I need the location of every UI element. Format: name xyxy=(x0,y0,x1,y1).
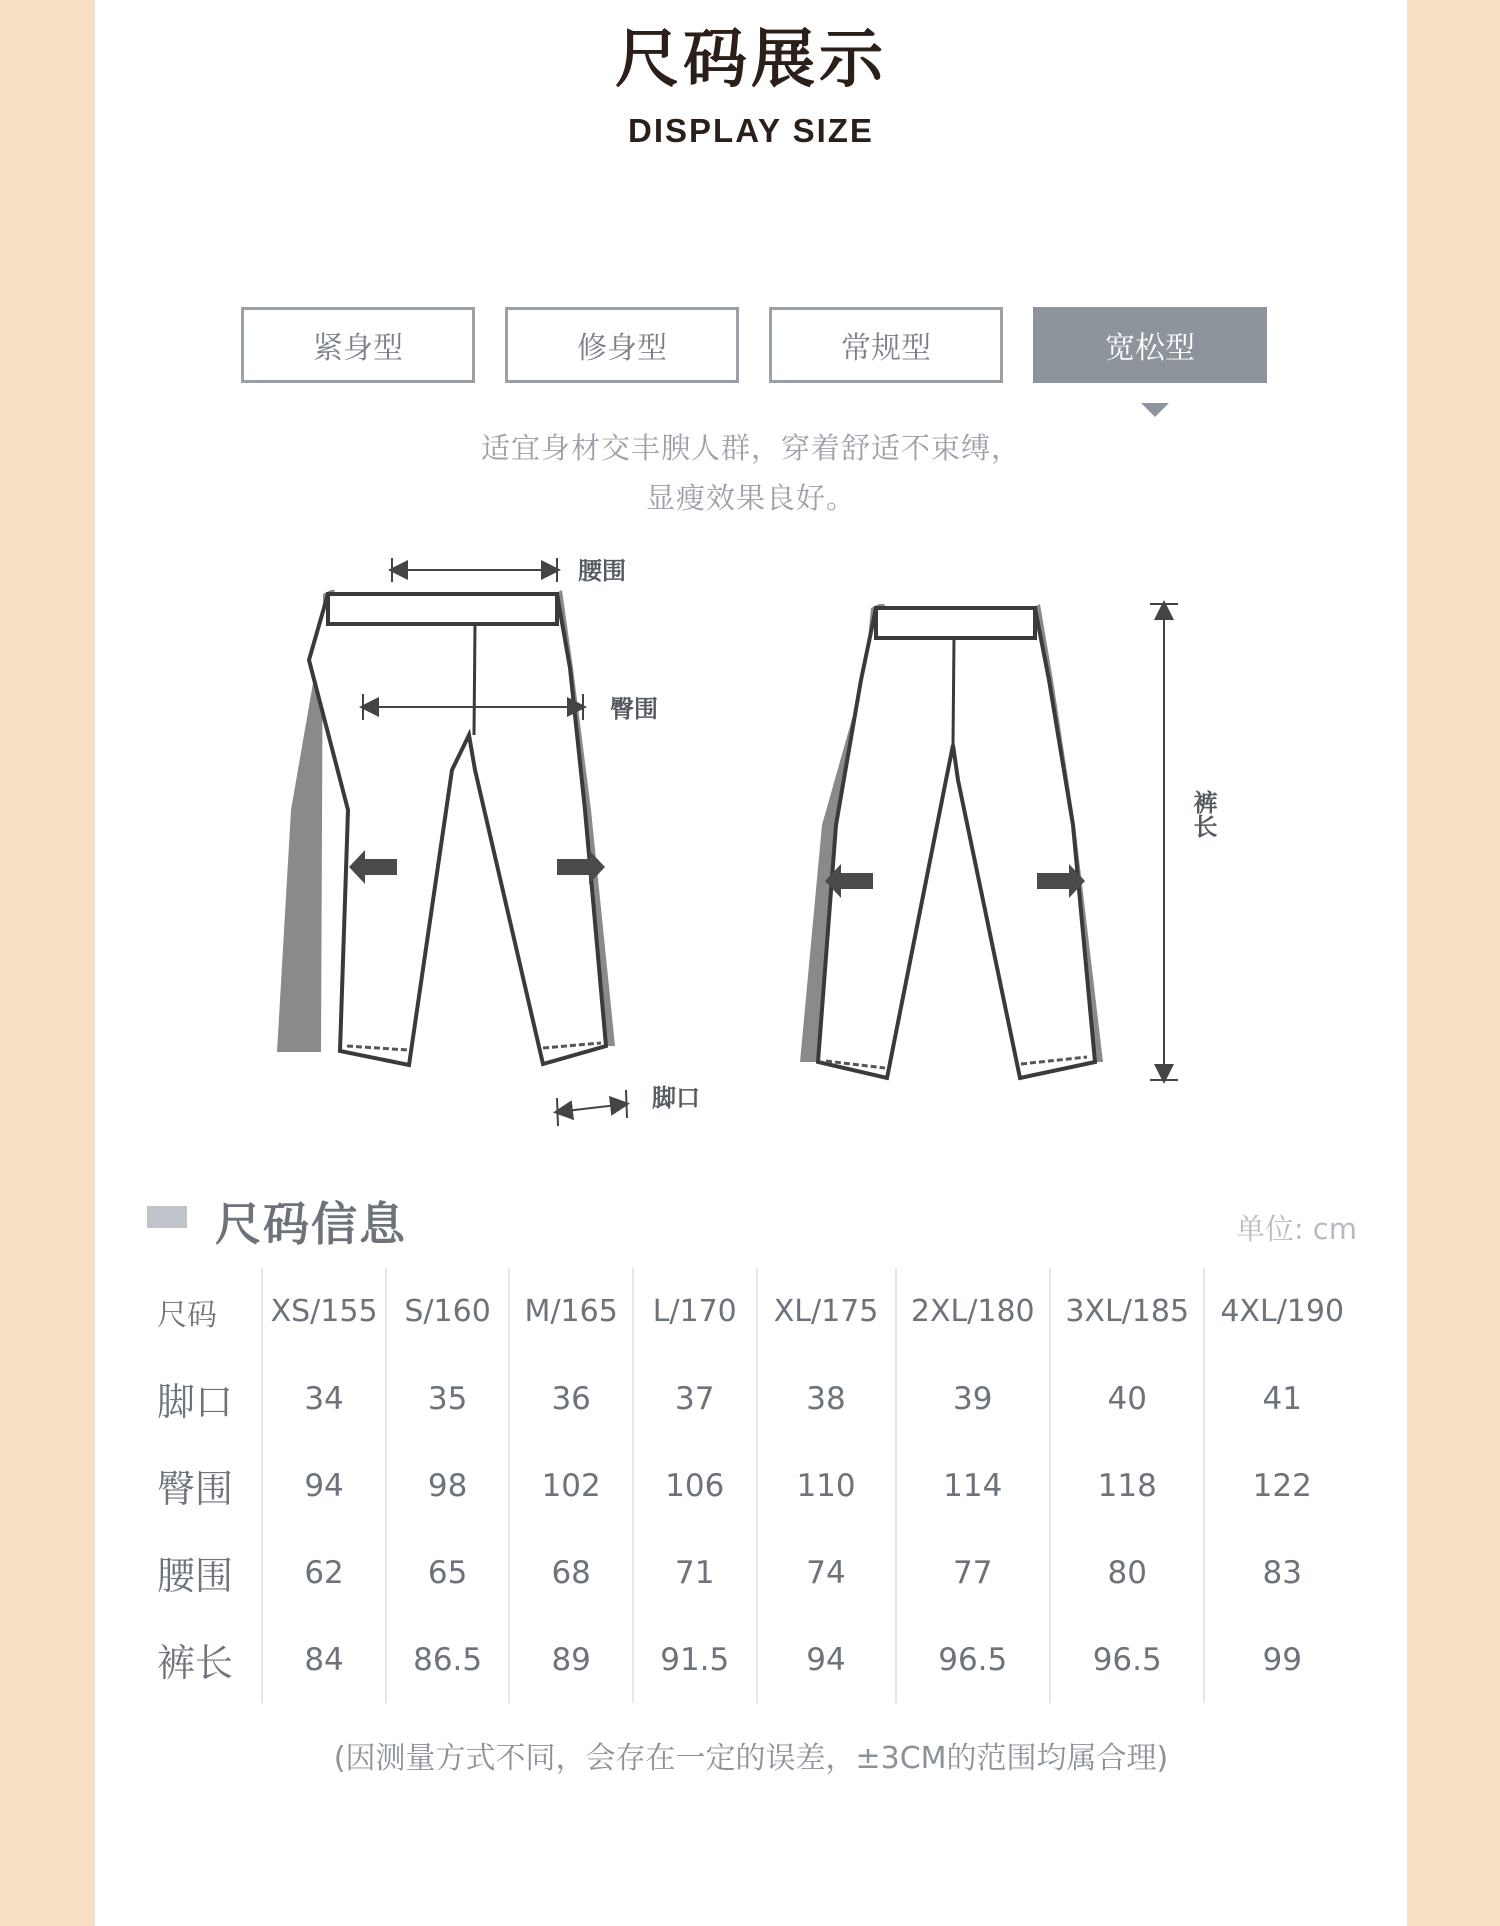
row-label: 裤长 xyxy=(157,1641,234,1685)
value-cell: 86.5 xyxy=(386,1616,510,1703)
active-tab-pointer-icon xyxy=(1141,403,1169,417)
pants-measurement-diagram xyxy=(95,540,1407,1140)
label-hip: 臀围 xyxy=(610,695,658,723)
value-cell: 34 xyxy=(262,1355,386,1442)
label-hem: 脚口 xyxy=(652,1084,700,1112)
value-cell: 62 xyxy=(262,1529,386,1616)
size-cell: S/160 xyxy=(386,1268,510,1355)
value-cell: 96.5 xyxy=(1050,1616,1204,1703)
size-cell: 4XL/190 xyxy=(1204,1268,1359,1355)
size-cell: L/170 xyxy=(633,1268,757,1355)
table-row xyxy=(149,1355,1359,1442)
value-cell: 38 xyxy=(757,1355,896,1442)
value-cell: 36 xyxy=(509,1355,633,1442)
table-row xyxy=(149,1442,1359,1529)
row-label: 腰围 xyxy=(157,1554,234,1598)
value-cell: 118 xyxy=(1050,1442,1204,1529)
pants-back-illustration xyxy=(800,604,1103,1078)
section-marker xyxy=(147,1206,187,1228)
value-cell: 89 xyxy=(509,1616,633,1703)
value-cell: 94 xyxy=(757,1616,896,1703)
value-cell: 80 xyxy=(1050,1529,1204,1616)
tab-regular-fit[interactable]: 常规型 xyxy=(769,307,1003,383)
value-cell: 114 xyxy=(896,1442,1050,1529)
measurement-footnote: (因测量方式不同，会存在一定的误差，±3CM的范围均属合理) xyxy=(333,1741,1169,1776)
value-cell: 77 xyxy=(896,1529,1050,1616)
page-title: 尺码展示 xyxy=(615,23,887,97)
size-cell: XL/175 xyxy=(757,1268,896,1355)
table-row xyxy=(149,1529,1359,1616)
table-row xyxy=(149,1616,1359,1703)
unit-label: 单位: cm xyxy=(1235,1212,1357,1246)
page-subtitle: DISPLAY SIZE xyxy=(628,112,874,149)
tab-slim-fit[interactable]: 修身型 xyxy=(505,307,739,383)
fit-description-line1: 适宜身材交丰腴人群，穿着舒适不束缚， xyxy=(480,431,1021,465)
row-label: 脚口 xyxy=(157,1380,234,1424)
value-cell: 84 xyxy=(262,1616,386,1703)
size-table xyxy=(149,1268,1359,1703)
value-cell: 74 xyxy=(757,1529,896,1616)
value-cell: 41 xyxy=(1204,1355,1359,1442)
pants-front-illustration xyxy=(277,590,615,1065)
fit-description-line2: 显瘦效果良好。 xyxy=(645,481,856,515)
value-cell: 71 xyxy=(633,1529,757,1616)
size-cell: M/165 xyxy=(509,1268,633,1355)
value-cell: 68 xyxy=(509,1529,633,1616)
tab-tight-fit[interactable]: 紧身型 xyxy=(241,307,475,383)
value-cell: 91.5 xyxy=(633,1616,757,1703)
value-cell: 40 xyxy=(1050,1355,1204,1442)
size-cell: 3XL/185 xyxy=(1050,1268,1204,1355)
value-cell: 94 xyxy=(262,1442,386,1529)
value-cell: 65 xyxy=(386,1529,510,1616)
size-chart-card xyxy=(95,0,1407,1926)
tab-loose-fit[interactable]: 宽松型 xyxy=(1033,307,1267,383)
value-cell: 37 xyxy=(633,1355,757,1442)
value-cell: 122 xyxy=(1204,1442,1359,1529)
row-label: 臀围 xyxy=(157,1467,234,1511)
size-cell: XS/155 xyxy=(262,1268,386,1355)
value-cell: 98 xyxy=(386,1442,510,1529)
value-cell: 102 xyxy=(509,1442,633,1529)
value-cell: 35 xyxy=(386,1355,510,1442)
size-info-title: 尺码信息 xyxy=(215,1197,407,1251)
value-cell: 99 xyxy=(1204,1616,1359,1703)
label-waist: 腰围 xyxy=(578,557,626,585)
value-cell: 83 xyxy=(1204,1529,1359,1616)
value-cell: 96.5 xyxy=(896,1616,1050,1703)
table-header-row xyxy=(149,1268,1359,1355)
size-cell: 2XL/180 xyxy=(896,1268,1050,1355)
row-label: 尺码 xyxy=(157,1297,217,1333)
label-length: 裤长 xyxy=(1189,790,1217,838)
value-cell: 39 xyxy=(896,1355,1050,1442)
value-cell: 110 xyxy=(757,1442,896,1529)
value-cell: 106 xyxy=(633,1442,757,1529)
